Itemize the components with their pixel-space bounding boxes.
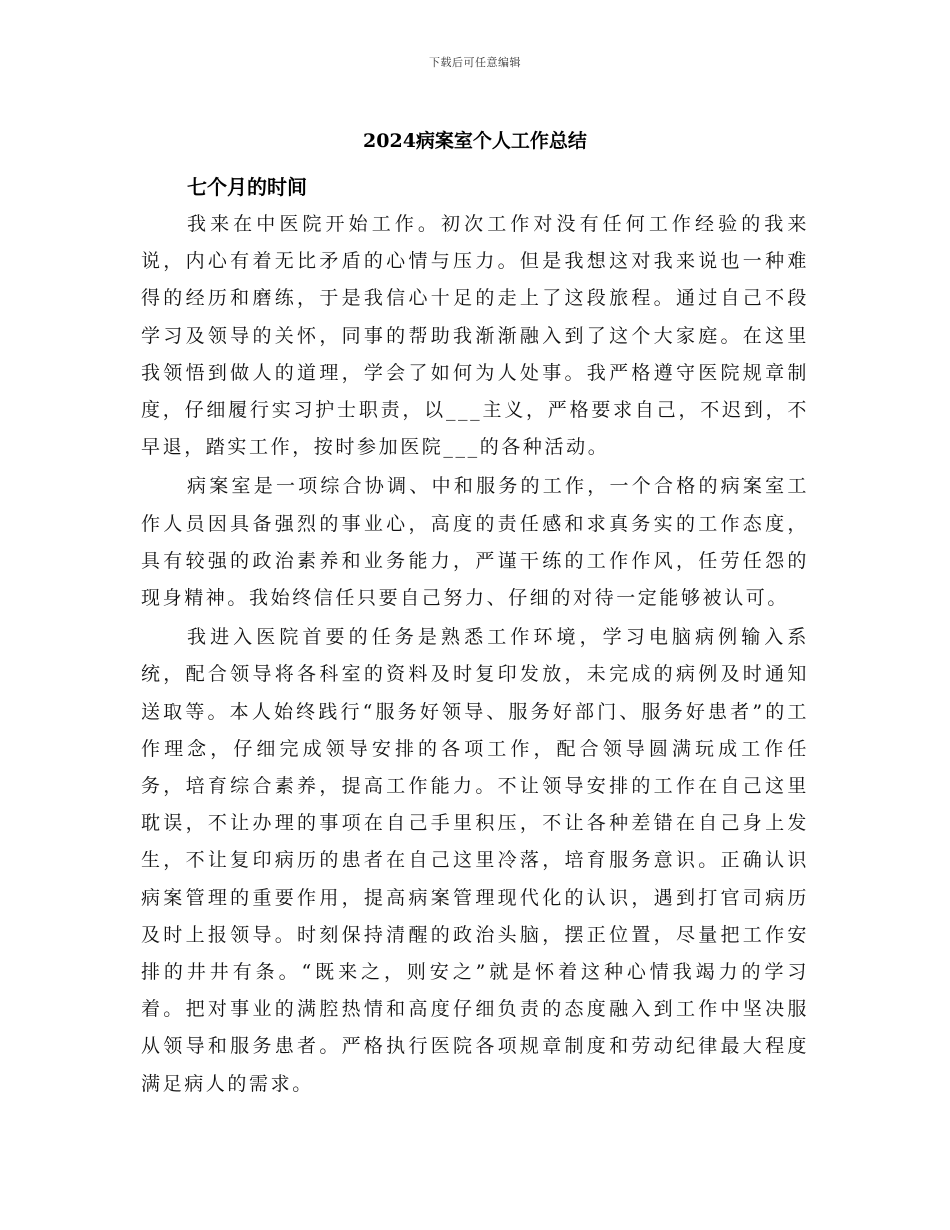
section-heading: 七个月的时间 [187, 175, 307, 199]
paragraph-3: 我进入医院首要的任务是熟悉工作环境，学习电脑病例输入系统，配合领导将各科室的资料及时复印发放，未完成的病例及时通知送取等。本人始终践行“服务好领导、服务好部门、服务好患者”的工作理念，仔细完成领导安排的各项工作，配合领导圆满玩成工作任务，培育综合素养，提高工作能力。不让领导安排的工作在自己这里耽误，不让办理的事项在自己手里积压，不让各种差错在自己身上发生，不让复印病历的患者在自己这里冷落，培育服务意识。正确认识病案管理的重要作用，提高病案管理现代化的认识，遇到打官司病历及时上报领导。时刻保持清醒的政治头脑，摆正位置，尽量把工作安排的井井有条。“既来之，则安之”就是怀着这种心情我竭力的学习着。把对事业的满腔热情和高度仔细负责的态度融入到工作中坚决服从领导和服务患者。严格执行医院各项规章制度和劳动纪律最大程度满足病人的需求。 [141, 626, 809, 1095]
document-title: 2024病案室个人工作总结 [363, 130, 587, 152]
paragraph-2: 病案室是一项综合协调、中和服务的工作，一个合格的病案室工作人员因具备强烈的事业心，高度的责任感和求真务实的工作态度，具有较强的政治素养和业务能力，严谨干练的工作作风，任劳任怨的现身精神。我始终信任只要自己努力、仔细的对待一定能够被认可。 [141, 475, 809, 610]
document-body [141, 172, 809, 1105]
page-header-note: 下载后可任意编辑 [429, 56, 521, 69]
paragraph-1: 我来在中医院开始工作。初次工作对没有任何工作经验的我来说，内心有着无比矛盾的心情与压力。但是我想这对我来说也一种难得的经历和磨练，于是我信心十足的走上了这段旅程。通过自己不段学习及领导的关怀，同事的帮助我渐渐融入到了这个大家庭。在这里我领悟到做人的道理，学会了如何为人处事。我严格遵守医院规章制度，仔细履行实习护士职责，以___主义，严格要求自己，不迟到，不早退，踏实工作，按时参加医院___的各种活动。 [141, 213, 809, 459]
